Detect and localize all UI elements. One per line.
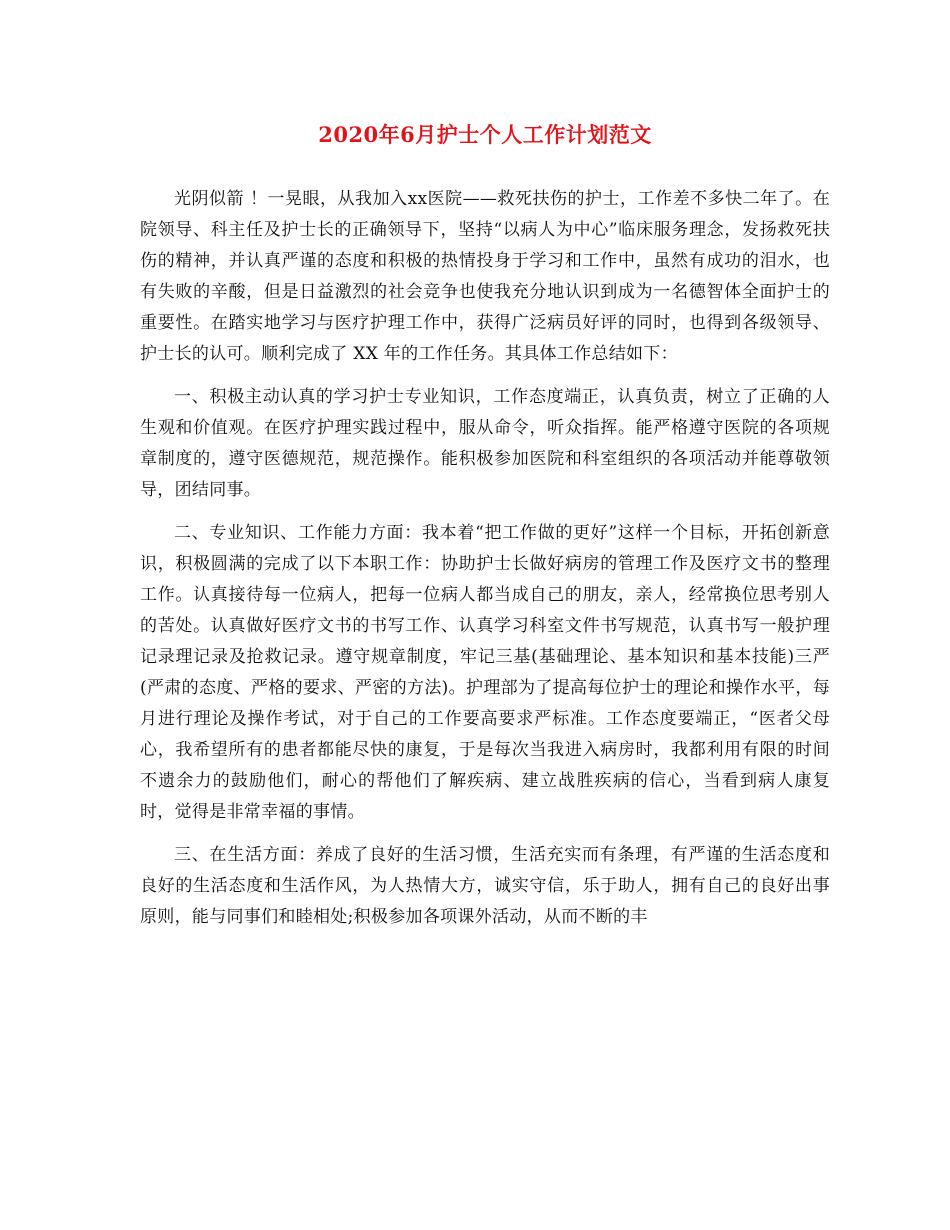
paragraph-section-2: 二、专业知识、工作能力方面：我本着“把工作做的更好”这样一个目标，开拓创新意识，积极圆满的完成了以下本职工作：协助护士长做好病房的管理工作及医疗文书的整理工作。认真接待每一位病人，把每一位病人都当成自己的朋友，亲人，经常换位思考别人的苦处。认真做好医疗文书的书写工作、认真学习科室文件书写规范，认真书写一般护理记录理记录及抢救记录。遵守规章制度，牢记三基(基础理论、基本知识和基本技能)三严(严肃的态度、严格的要求、严密的方法)。护理部为了提高每位护士的理论和操作水平，每月进行理论及操作考试，对于自己的工作要高要求严标准。工作态度要端正，“医者父母心，我希望所有的患者都能尽快的康复，于是每次当我进入病房时，我都利用有限的时间不遗余力的鼓励他们，耐心的帮他们了解疾病、建立战胜疾病的信心，当看到病人康复时，觉得是非常幸福的事情。: [140, 523, 830, 822]
document-page: [140, 0, 830, 1230]
paragraph-section-3: 三、在生活方面：养成了良好的生活习惯，生活充实而有条理，有严谨的生活态度和良好的生活态度和生活作风，为人热情大方，诚实守信，乐于助人，拥有自己的良好出事原则，能与同事们和睦相处;积极参加各项课外活动，从而不断的丰: [140, 845, 830, 927]
paragraph-section-1: 一、积极主动认真的学习护士专业知识，工作态度端正，认真负责，树立了正确的人生观和价值观。在医疗护理实践过程中，服从命令，听众指挥。能严格遵守医院的各项规章制度的，遵守医德规范，规范操作。能积极参加医院和科室组织的各项活动并能尊敬领导，团结同事。: [140, 387, 830, 500]
document-body: [140, 184, 830, 945]
paragraph-intro: 光阴似箭 ！一晃眼，从我加入xx医院——救死扶伤的护士，工作差不多快二年了。在院领导、科主任及护士长的正确领导下，坚持“以病人为中心”临床服务理念，发扬救死扶伤的精神，并认真严谨的态度和积极的热情投身于学习和工作中，虽然有成功的泪水，也有失败的辛酸，但是日益激烈的社会竞争也使我充分地认识到成为一名德智体全面护士的重要性。在踏实地学习与医疗护理工作中，获得广泛病员好评的同时，也得到各级领导、护士长的认可。顺利完成了 XX 年的工作任务。其具体工作总结如下：: [140, 189, 830, 364]
document-title: 2020年6月护士个人工作计划范文: [318, 122, 652, 147]
